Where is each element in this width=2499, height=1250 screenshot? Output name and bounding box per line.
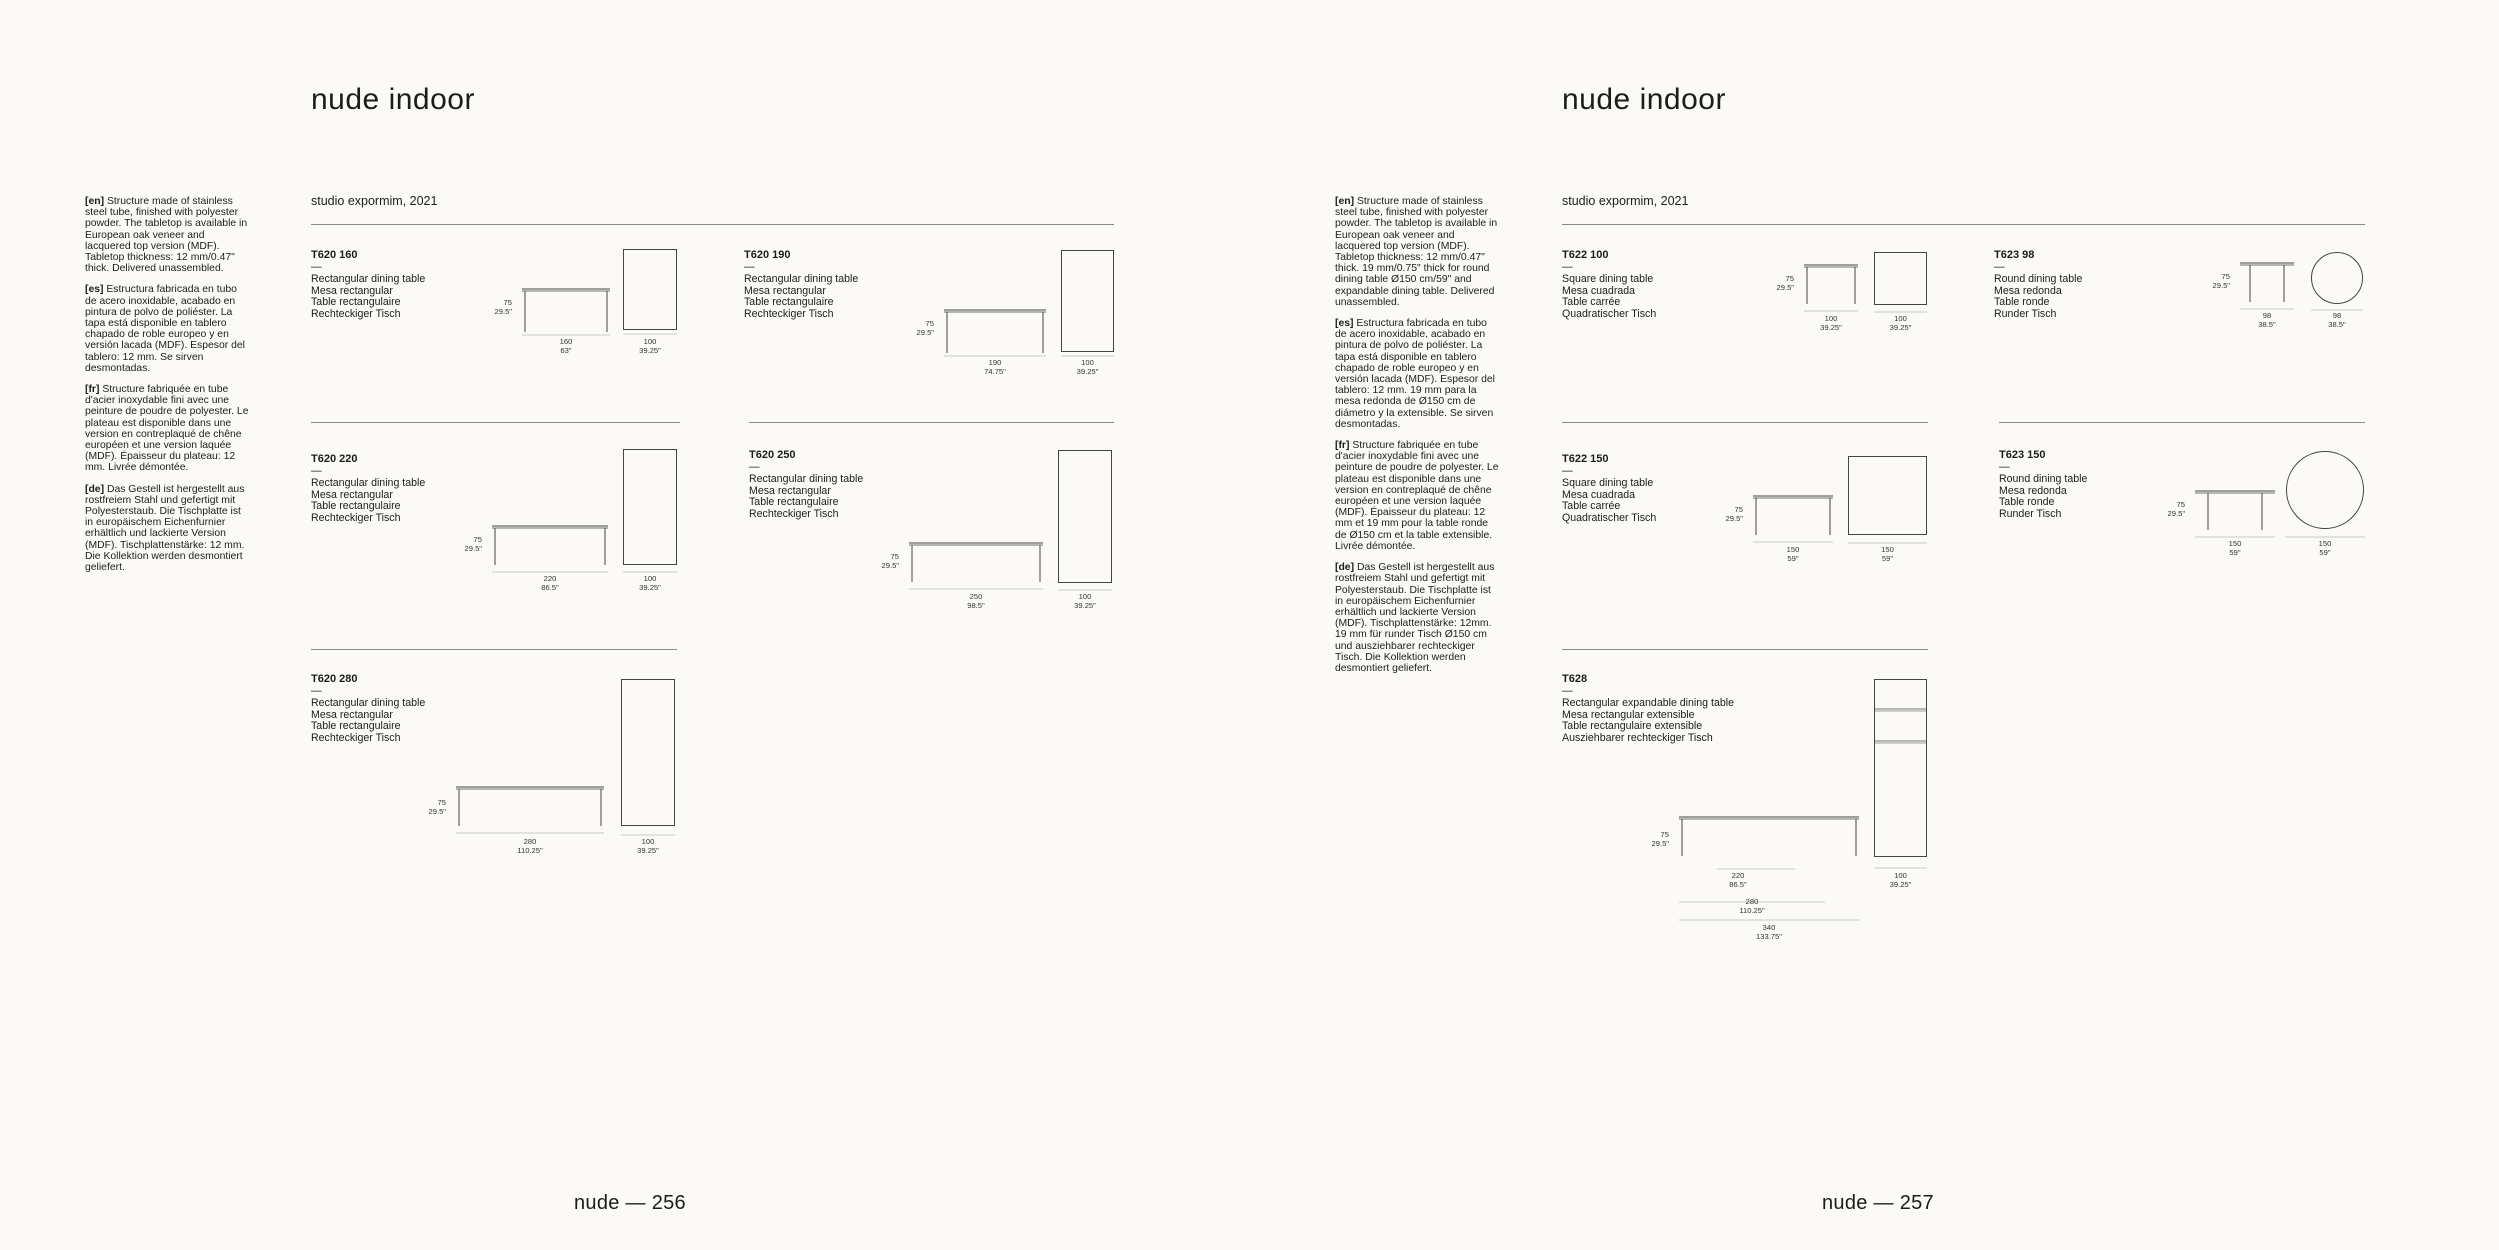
table-side-view bbox=[2240, 262, 2294, 310]
product-info-t623-150: T623 150 — Round dining table Mesa redonda Table ronde Runder Tisch bbox=[1999, 449, 2088, 520]
product-info-t620-220: T620 220 — Rectangular dining table Mesa rectangular Table rectangulaire Rechteckiger Tisch bbox=[311, 453, 426, 524]
height-dimension: 75 29.5" bbox=[1725, 505, 1743, 523]
length-dimension: 160 63" bbox=[559, 337, 573, 355]
description-left bbox=[85, 196, 250, 583]
depth-dimension: 100 39.25" bbox=[1889, 314, 1912, 332]
height-dimension: 75 29.5" bbox=[881, 552, 899, 570]
page-title-right: nude indoor bbox=[1562, 83, 1726, 116]
length-dimension: 220 86.5" bbox=[1729, 871, 1747, 889]
product-code: T628 bbox=[1562, 673, 1588, 685]
length-dimension-extended: 280 110.25" bbox=[1739, 897, 1765, 915]
divider bbox=[311, 649, 677, 650]
length-dimension: 220 86.5" bbox=[541, 574, 559, 592]
table-top-view bbox=[1848, 456, 1927, 544]
description-es: [es] Estructura fabricada en tubo de acero inoxidable, acabado en pintura de polvo de poliéster. La tapa está disponible en tablero chapado de roble europeo y en versión lacada (MDF). Espesor del tablero: 12 mm. Se sirven desmontadas. bbox=[85, 284, 245, 374]
length-dimension: 150 59" bbox=[1786, 545, 1800, 563]
table-side-view bbox=[522, 288, 610, 336]
product-code: T622 100 bbox=[1562, 249, 1609, 261]
depth-dimension: 100 39.25" bbox=[639, 337, 661, 355]
product-info-t623-98: T623 98 — Round dining table Mesa redonda Table ronde Runder Tisch bbox=[1994, 249, 2083, 320]
product-code: T620 220 bbox=[311, 453, 358, 465]
length-dimension: 100 39.25" bbox=[1820, 314, 1842, 332]
depth-dimension: 100 39.25" bbox=[1076, 358, 1099, 376]
table-top-view bbox=[623, 249, 677, 335]
table-side-view bbox=[2195, 490, 2275, 538]
description-es: [es] Estructura fabricada en tubo de acero inoxidable, acabado en pintura de polvo de poliéster. La tapa está disponible en tablero chapado de roble europeo y en versión lacada (MDF). Espesor del tablero: 12 mm. 19 mm para la mesa redonda de Ø150 cm de diámetro y la extensible. Se sirven desmontadas. bbox=[1335, 318, 1495, 430]
product-info-t622-100: T622 100 — Square dining table Mesa cuadrada Table carrée Quadratischer Tisch bbox=[1562, 249, 1657, 320]
depth-dimension: 100 39.25" bbox=[639, 574, 661, 592]
depth-dimension: 100 39.25" bbox=[637, 837, 659, 855]
table-top-view bbox=[1058, 450, 1112, 591]
table-side-view bbox=[944, 309, 1046, 357]
description-right bbox=[1335, 196, 1500, 684]
height-dimension: 75 29.5" bbox=[2167, 500, 2185, 518]
divider bbox=[1562, 224, 2365, 225]
table-side-view bbox=[492, 525, 608, 573]
description-de: [de] Das Gestell ist hergestellt aus rostfreiem Stahl und gefertigt mit Polyesterstaub. Die Tischplatte ist in europäischem Eichenfurnier erhältlich und lackierte Version (MDF). Tischplattenstärke: 12mm. 19 mm für runder Tisch Ø150 cm und ausziehbarer rechteckiger Tisch. Die Kollektion werden desmontiert geliefert. bbox=[1335, 562, 1495, 674]
product-info-t628: T628 — Rectangular expandable dining table Mesa rectangular extensible Table rectangulaire extensible Ausziehbarer rechteckiger Tisch bbox=[1562, 673, 1734, 744]
height-dimension: 75 29.5" bbox=[1651, 830, 1669, 848]
product-info-t620-190: T620 190 — Rectangular dining table Mesa rectangular Table rectangulaire Rechteckiger Tisch bbox=[744, 249, 859, 320]
page-number-left: nude — 256 bbox=[574, 1192, 686, 1214]
table-top-view bbox=[1874, 252, 1927, 313]
divider bbox=[1562, 422, 1928, 423]
round-table-top-view bbox=[2311, 252, 2363, 311]
length-dimension: 98 38.5" bbox=[2258, 311, 2276, 329]
length-dimension: 280 110.25" bbox=[517, 837, 543, 855]
divider bbox=[1999, 422, 2365, 423]
designer-credit-left: studio expormim, 2021 bbox=[311, 194, 438, 208]
table-side-view bbox=[1753, 495, 1833, 543]
description-fr: [fr] Structure fabriquée en tube d'acier inoxydable fini avec une peinture de poudre de polyester. Le plateau est disponible dans une version en contreplaqué de chêne européen et une version laquée (MDF). Épaisseur du plateau: 12 mm et 19 mm pour la table ronde de Ø150 cm et la table extensible. Livrée démontée. bbox=[1335, 440, 1499, 552]
divider bbox=[749, 422, 1114, 423]
depth-dimension: 100 39.25" bbox=[1074, 592, 1096, 610]
table-side-view bbox=[456, 786, 604, 834]
length-dimension: 150 59" bbox=[2228, 539, 2242, 557]
height-dimension: 75 29.5" bbox=[464, 535, 482, 553]
product-code: T622 150 bbox=[1562, 453, 1609, 465]
height-dimension: 75 29.5" bbox=[2212, 272, 2230, 290]
divider bbox=[311, 422, 680, 423]
height-dimension: 75 29.5" bbox=[428, 798, 446, 816]
description-de: [de] Das Gestell ist hergestellt aus rostfreiem Stahl und gefertigt mit Polyesterstaub. Die Tischplatte ist in europäischem Eichenfurnier erhältlich und lackierte Version (MDF). Tischplattenstärke: 12 mm. Die Kollektion werden desmontiert geliefert. bbox=[85, 483, 245, 574]
depth-dimension: 150 59" bbox=[2318, 539, 2332, 557]
divider bbox=[1562, 649, 1928, 650]
divider bbox=[311, 224, 1114, 225]
height-dimension: 75 29.5" bbox=[494, 298, 512, 316]
table-top-view bbox=[623, 449, 677, 573]
description-en: [en] Structure made of stainless steel tube, finished with polyester powder. The tabletop is available in European oak veneer and lacquered top version (MDF). Tabletop thickness: 12 mm/0.47" thick. 19 mm/0.75" thick for round dining table Ø150 cm/59" and expandable dining table. Delivered unassembled. bbox=[1335, 196, 1498, 308]
description-en: [en] Structure made of stainless steel tube, finished with polyester powder. The tabletop is available in European oak veneer and lacquered top version (MDF). Tabletop thickness: 12 mm/0.47" thick. Delivered unassembled. bbox=[85, 196, 248, 275]
height-dimension: 75 29.5" bbox=[916, 319, 934, 337]
length-dimension-max: 340 133.75" bbox=[1756, 923, 1782, 941]
product-info-t620-280: T620 280 — Rectangular dining table Mesa rectangular Table rectangulaire Rechteckiger Tisch bbox=[311, 673, 426, 744]
depth-dimension: 98 38.5" bbox=[2328, 311, 2346, 329]
product-code: T620 250 bbox=[749, 449, 796, 461]
page-number-right: nude — 257 bbox=[1822, 1192, 1934, 1214]
height-dimension: 75 29.5" bbox=[1776, 274, 1794, 292]
table-top-view bbox=[1061, 250, 1114, 357]
product-info-t620-250: T620 250 — Rectangular dining table Mesa rectangular Table rectangulaire Rechteckiger Tisch bbox=[749, 449, 864, 520]
product-code: T620 160 bbox=[311, 249, 358, 261]
expandable-table-top-view bbox=[1874, 679, 1927, 873]
product-code: T620 280 bbox=[311, 673, 358, 685]
length-dimension: 250 98.5" bbox=[967, 592, 985, 610]
round-table-top-view bbox=[2285, 451, 2365, 538]
depth-dimension: 150 59" bbox=[1881, 545, 1894, 563]
length-dimension: 190 74.75" bbox=[984, 358, 1006, 376]
description-fr: [fr] Structure fabriquée en tube d'acier inoxydable fini avec une peinture de poudre de polyester. Le plateau est disponible dans une version en contreplaqué de chêne européen et une version laquée (MDF). Épaisseur du plateau: 12 mm. Livrée démontée. bbox=[85, 384, 249, 474]
product-info-t620-160: T620 160 — Rectangular dining table Mesa rectangular Table rectangulaire Rechteckiger Tisch bbox=[311, 249, 426, 320]
designer-credit-right: studio expormim, 2021 bbox=[1562, 194, 1689, 208]
depth-dimension: 100 39.25" bbox=[1889, 871, 1912, 889]
product-info-t622-150: T622 150 — Square dining table Mesa cuadrada Table carrée Quadratischer Tisch bbox=[1562, 453, 1657, 524]
table-side-view bbox=[1804, 264, 1858, 312]
product-code: T620 190 bbox=[744, 249, 791, 261]
table-side-view bbox=[909, 542, 1043, 590]
table-top-view bbox=[621, 679, 675, 836]
product-code: T623 150 bbox=[1999, 449, 2046, 461]
product-code: T623 98 bbox=[1994, 249, 2035, 261]
page-title-left: nude indoor bbox=[311, 83, 475, 116]
